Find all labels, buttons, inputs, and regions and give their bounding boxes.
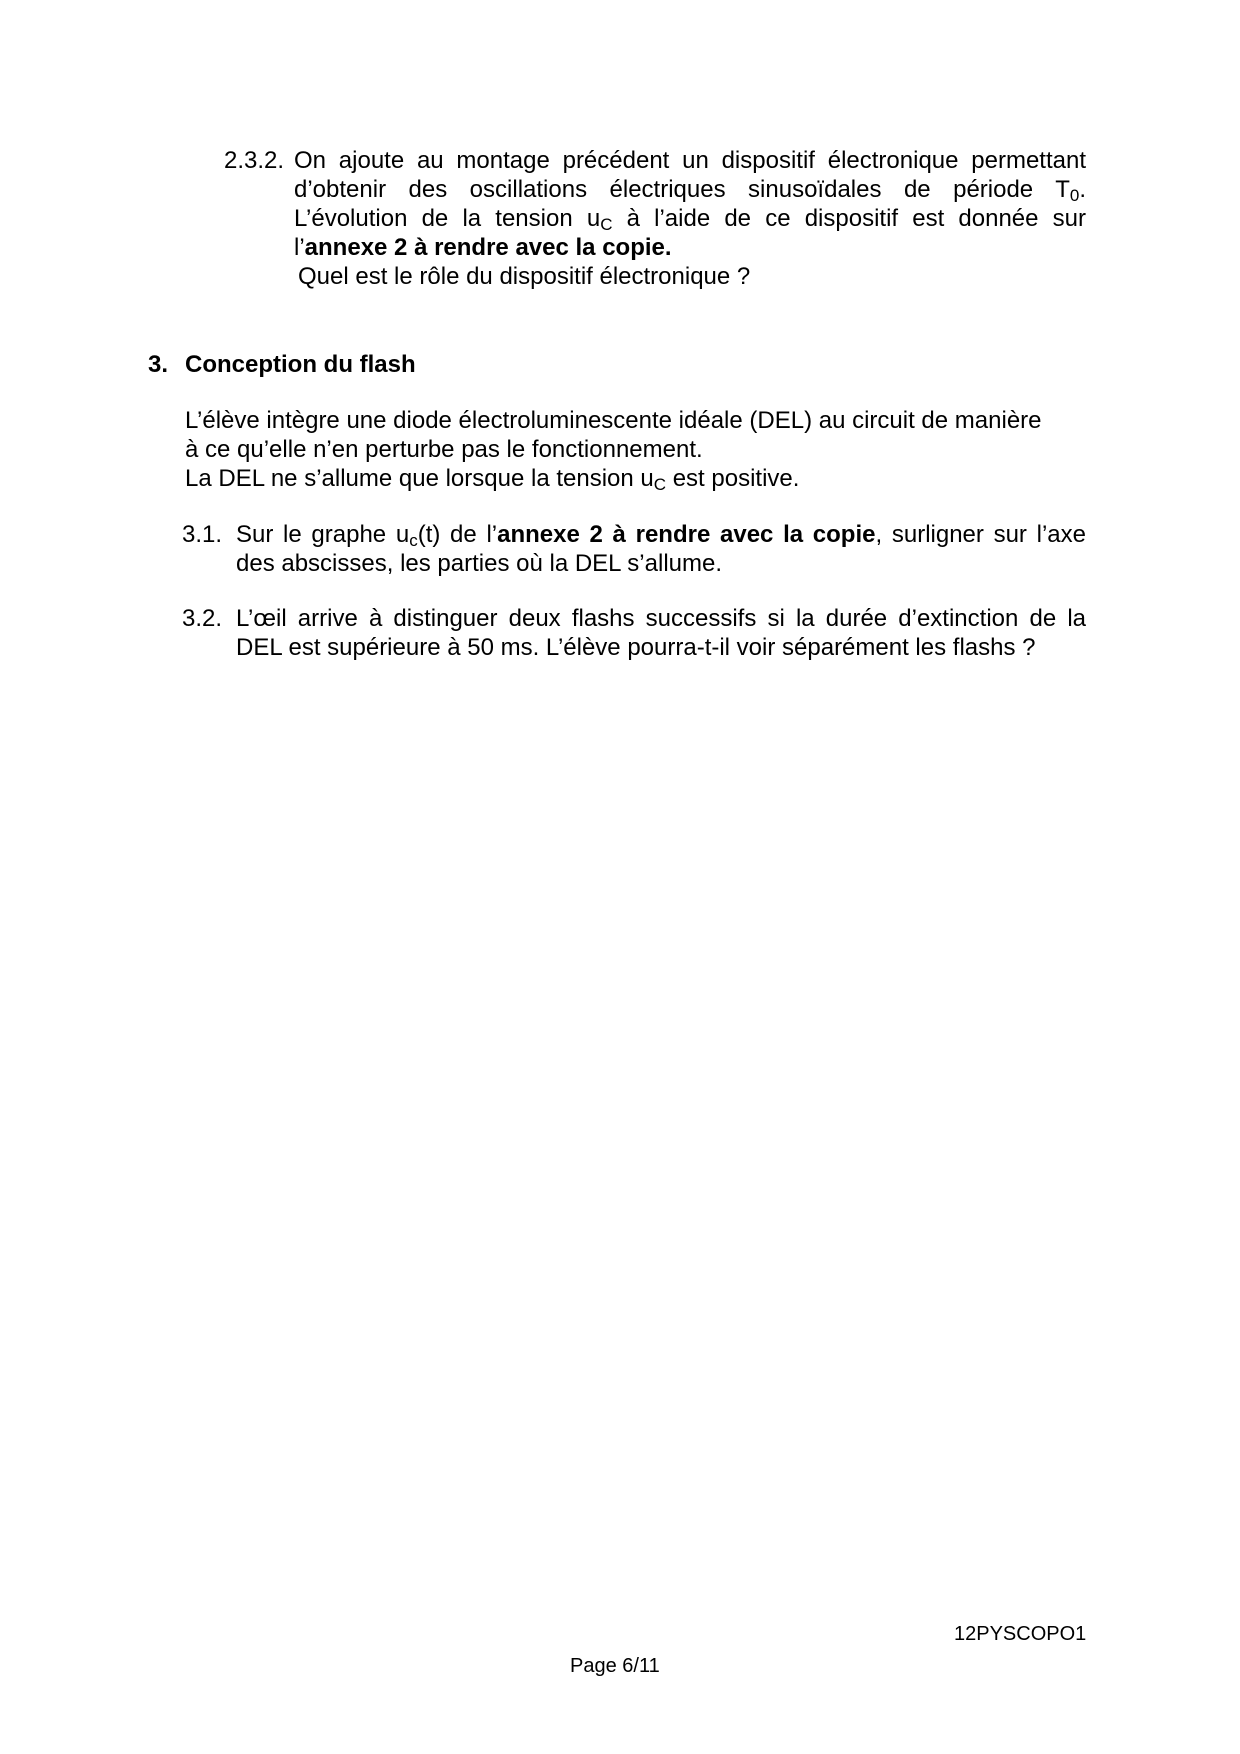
question-number: 2.3.2.	[224, 147, 285, 174]
text-line: l’annexe 2 à rendre avec la copie.	[294, 234, 672, 261]
section-number: 3.	[148, 351, 169, 378]
text-line: L’élève intègre une diode électroluminescente idéale (DEL) au circuit de manière	[185, 407, 1042, 434]
document-code: 12PYSCOPO1	[954, 1623, 1087, 1645]
text-line: L’œil arrive à distinguer deux flashs successifs si la durée d’extinction de la	[236, 605, 1086, 632]
question-3-1	[182, 520, 1086, 578]
text-line: On ajoute au montage précédent un dispositif électronique permettant	[294, 147, 1086, 174]
text-line: d’obtenir des oscillations électriques sinusoïdales de période $T_0$.	[294, 176, 1086, 205]
section-intro	[185, 406, 1086, 493]
page-number: Page 6/11	[570, 1655, 660, 1677]
section-heading	[148, 350, 416, 379]
text-line: La DEL ne s’allume que lorsque la tension $u_C$ est positive.	[185, 465, 800, 494]
question-number: 3.2.	[182, 605, 223, 632]
question-3-2	[182, 604, 1086, 662]
text-line: DEL est supérieure à 50 ms. L’élève pourra-t-il voir séparément les flashs ?	[236, 634, 1036, 661]
question-number: 3.1.	[182, 521, 223, 548]
text-line: des abscisses, les parties où la DEL s’allume.	[236, 550, 722, 577]
text-line: Quel est le rôle du dispositif électronique ?	[298, 263, 751, 290]
text-line: à ce qu’elle n’en perturbe pas le fonctionnement.	[185, 436, 703, 463]
text-line: Sur le graphe $u_c(t)$ de l’annexe 2 à rendre avec la copie, surligner sur l’axe	[236, 521, 1086, 550]
question-2-3-2	[224, 146, 1086, 291]
text-line: L’évolution de la tension $u_C$ à l’aide de ce dispositif est donnée sur	[294, 205, 1086, 234]
section-title: Conception du flash	[185, 351, 416, 378]
